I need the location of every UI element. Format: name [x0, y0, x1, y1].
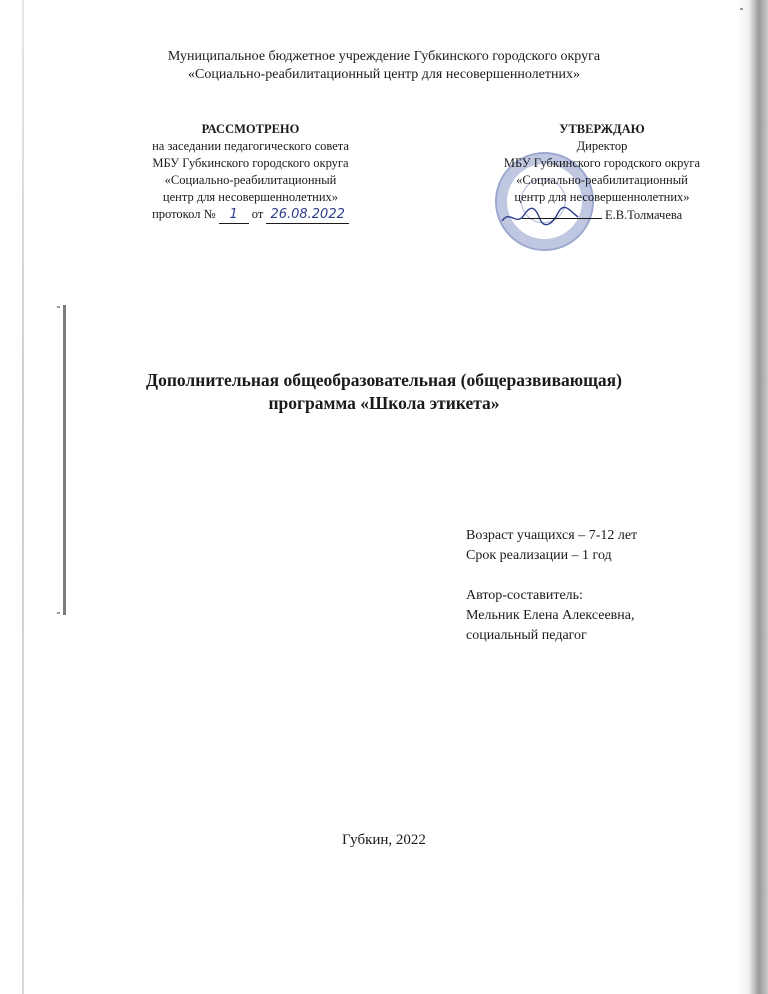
protocol-date: 26.08.2022	[266, 206, 348, 224]
approved-heading: УТВЕРЖДАЮ	[559, 122, 645, 136]
considered-line-4: центр для несовершеннолетних»	[162, 190, 339, 204]
signature-blank	[522, 206, 602, 219]
considered-line-3: «Социально-реабилитационный	[164, 173, 337, 187]
considered-block	[108, 121, 393, 224]
binder-mark	[63, 305, 66, 615]
protocol-line	[108, 206, 393, 224]
protocol-number: 1	[219, 206, 249, 224]
place-year: Губкин, 2022	[342, 832, 426, 848]
approved-line-1: Директор	[576, 139, 628, 153]
approved-signer: Е.В.Толмачева	[604, 208, 683, 222]
approved-line-3: «Социально-реабилитационный	[516, 173, 688, 187]
program-details	[466, 526, 637, 646]
approved-block	[462, 121, 742, 224]
program-title	[0, 369, 768, 415]
considered-line-1: на заседании педагогического совета	[152, 139, 349, 153]
considered-heading: РАССМОТРЕНО	[201, 122, 300, 136]
date-label: от	[251, 207, 264, 221]
header-line-2: «Социально-реабилитационный центр для несовершеннолетних»	[188, 67, 580, 82]
scan-speck	[57, 612, 60, 614]
scan-speck	[740, 8, 743, 10]
header-line-1: Муниципальное бюджетное учреждение Губкинского городского округа	[167, 49, 601, 64]
author-label: Автор-составитель:	[466, 588, 583, 603]
scan-speck	[57, 306, 60, 308]
protocol-label: протокол №	[152, 207, 216, 221]
program-title-line-2: программа «Школа этикета»	[268, 393, 500, 413]
institution-header	[0, 48, 768, 84]
program-title-line-1: Дополнительная общеобразовательная (общеразвивающая)	[146, 370, 622, 390]
signature-line	[462, 206, 742, 224]
author-role: социальный педагог	[466, 628, 587, 643]
approved-line-2: МБУ Губкинского городского округа	[503, 156, 701, 170]
term-text: Срок реализации – 1 год	[466, 548, 612, 563]
approved-line-4: центр для несовершеннолетних»	[514, 190, 690, 204]
considered-line-2: МБУ Губкинского городского округа	[152, 156, 349, 170]
age-text: Возраст учащихся – 7-12 лет	[466, 528, 638, 543]
author-name: Мельник Елена Алексеевна,	[466, 608, 635, 623]
